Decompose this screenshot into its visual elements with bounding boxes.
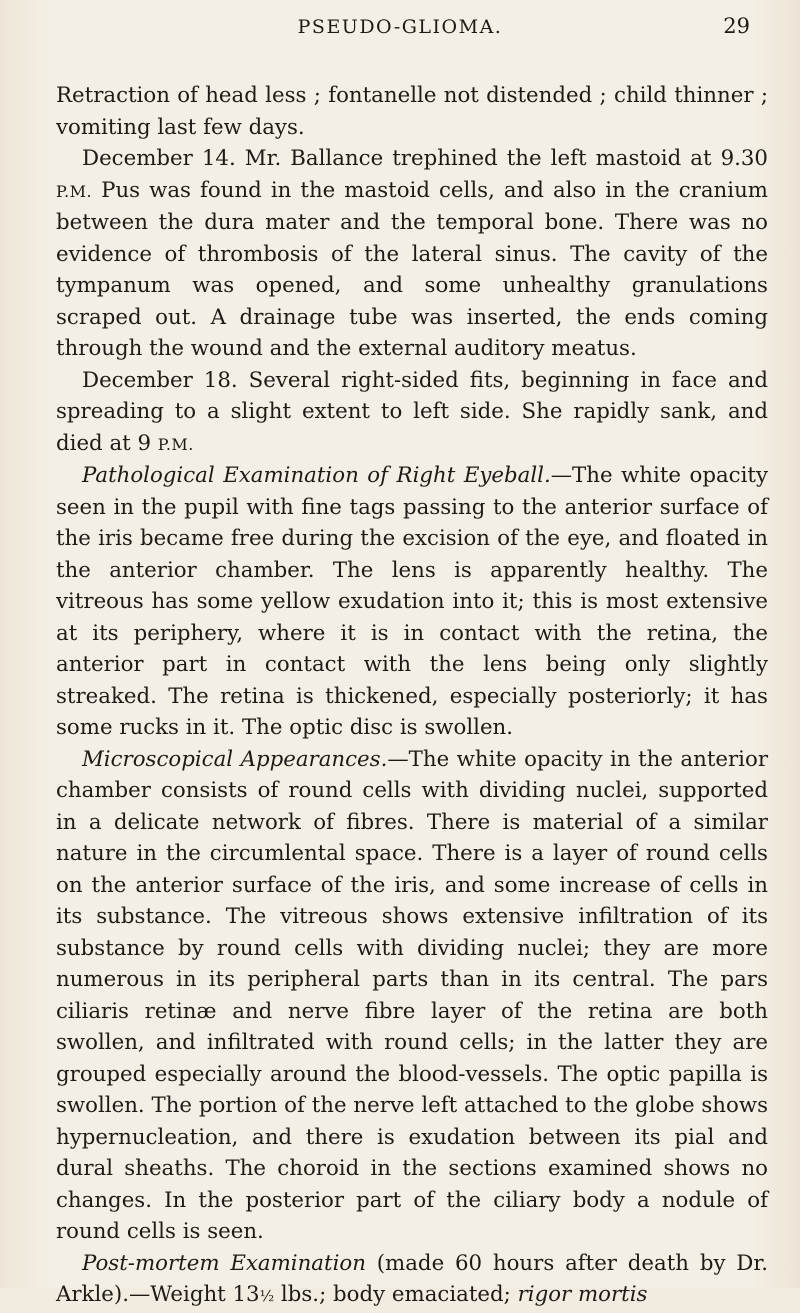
- paragraph-text: —The white opacity in the anterior chamber consists of round cells with dividing nuclei, supported in a delicate network of fibres. There is material of a similar nature in the circumlental space. There is a layer of round cells on the anterior surface of the iris, and some increase of cells in its substance. The vitreous shows extensive infiltration of its substance by round cells with dividing nuclei; they are more numerous in its peripheral parts than in its central. The pars ciliaris retinæ and nerve fibre layer of the retina are both swollen, and infiltrated with round cells; in the latter they are grouped especially around the blood-vessels. The optic papilla is swollen. The portion of the nerve left attached to the globe shows hypernucleation, and there is exudation between its pial and dural sheaths. The choroid in the sections examined shows no changes. In the posterior part of the ciliary body a nodule of round cells is seen.: [56, 746, 768, 1244]
- paragraph-text: lbs.; body emaciated;: [274, 1282, 518, 1307]
- paragraph-text: (made 60 hours after death by Dr. Arkle).—Weight 13: [56, 1250, 768, 1307]
- paragraph-december-18: [56, 365, 768, 461]
- paragraph-retraction: [56, 80, 768, 143]
- fraction: ½: [259, 1287, 275, 1305]
- running-header: [0, 8, 800, 40]
- italic-term: rigor mortis: [517, 1282, 648, 1307]
- paragraph-text: December 18. Several right-sided fits, beginning in face and spreading to a slight extent to left side. She rapidly sank, and died at 9: [56, 367, 768, 456]
- section-heading: Pathological Examination of Right Eyeball.: [82, 463, 551, 488]
- paragraph-december-14: [56, 143, 768, 365]
- section-heading: Post-mortem Examination: [82, 1250, 366, 1276]
- paragraph-pathological-examination: [56, 460, 768, 744]
- paragraph-microscopical-appearances: [56, 744, 768, 1248]
- paragraph-text: Retraction of head less ; fontanelle not distended ; child thinner ; vomiting last few days.: [56, 83, 768, 140]
- paragraph-text: Pus was found in the mastoid cells, and also in the cranium between the dura mater and the temporal bone. There was no evidence of thrombosis of the lateral sinus. The cavity of the tympanum was opened, and some unhealthy granulations scraped out. A drainage tube was inserted, the ends coming through the wound and the external auditory meatus.: [56, 177, 768, 361]
- paragraph-text: —The white opacity seen in the pupil with fine tags passing to the anterior surface of the iris became free during the excision of the eye, and floated in the anterior chamber. The lens is apparently healthy. The vitreous has some yellow exudation into it; this is most extensive at its periphery, where it is in contact with the retina, the anterior part in contact with the lens being only slightly streaked. The retina is thickened, especially posteriorly; it has some rucks in it. The optic disc is swollen.: [56, 463, 769, 740]
- page-number: 29: [723, 14, 750, 38]
- time-abbreviation: P.M.: [56, 181, 93, 201]
- body-text: [56, 80, 768, 1313]
- time-abbreviation: P.M.: [157, 434, 194, 454]
- paragraph-text: December 14. Mr. Ballance trephined the left mastoid at 9.30: [82, 146, 768, 171]
- paragraph-post-mortem: [56, 1248, 768, 1313]
- section-heading: Microscopical Appearances.: [82, 746, 388, 772]
- running-title: PSEUDO-GLIOMA.: [297, 16, 503, 38]
